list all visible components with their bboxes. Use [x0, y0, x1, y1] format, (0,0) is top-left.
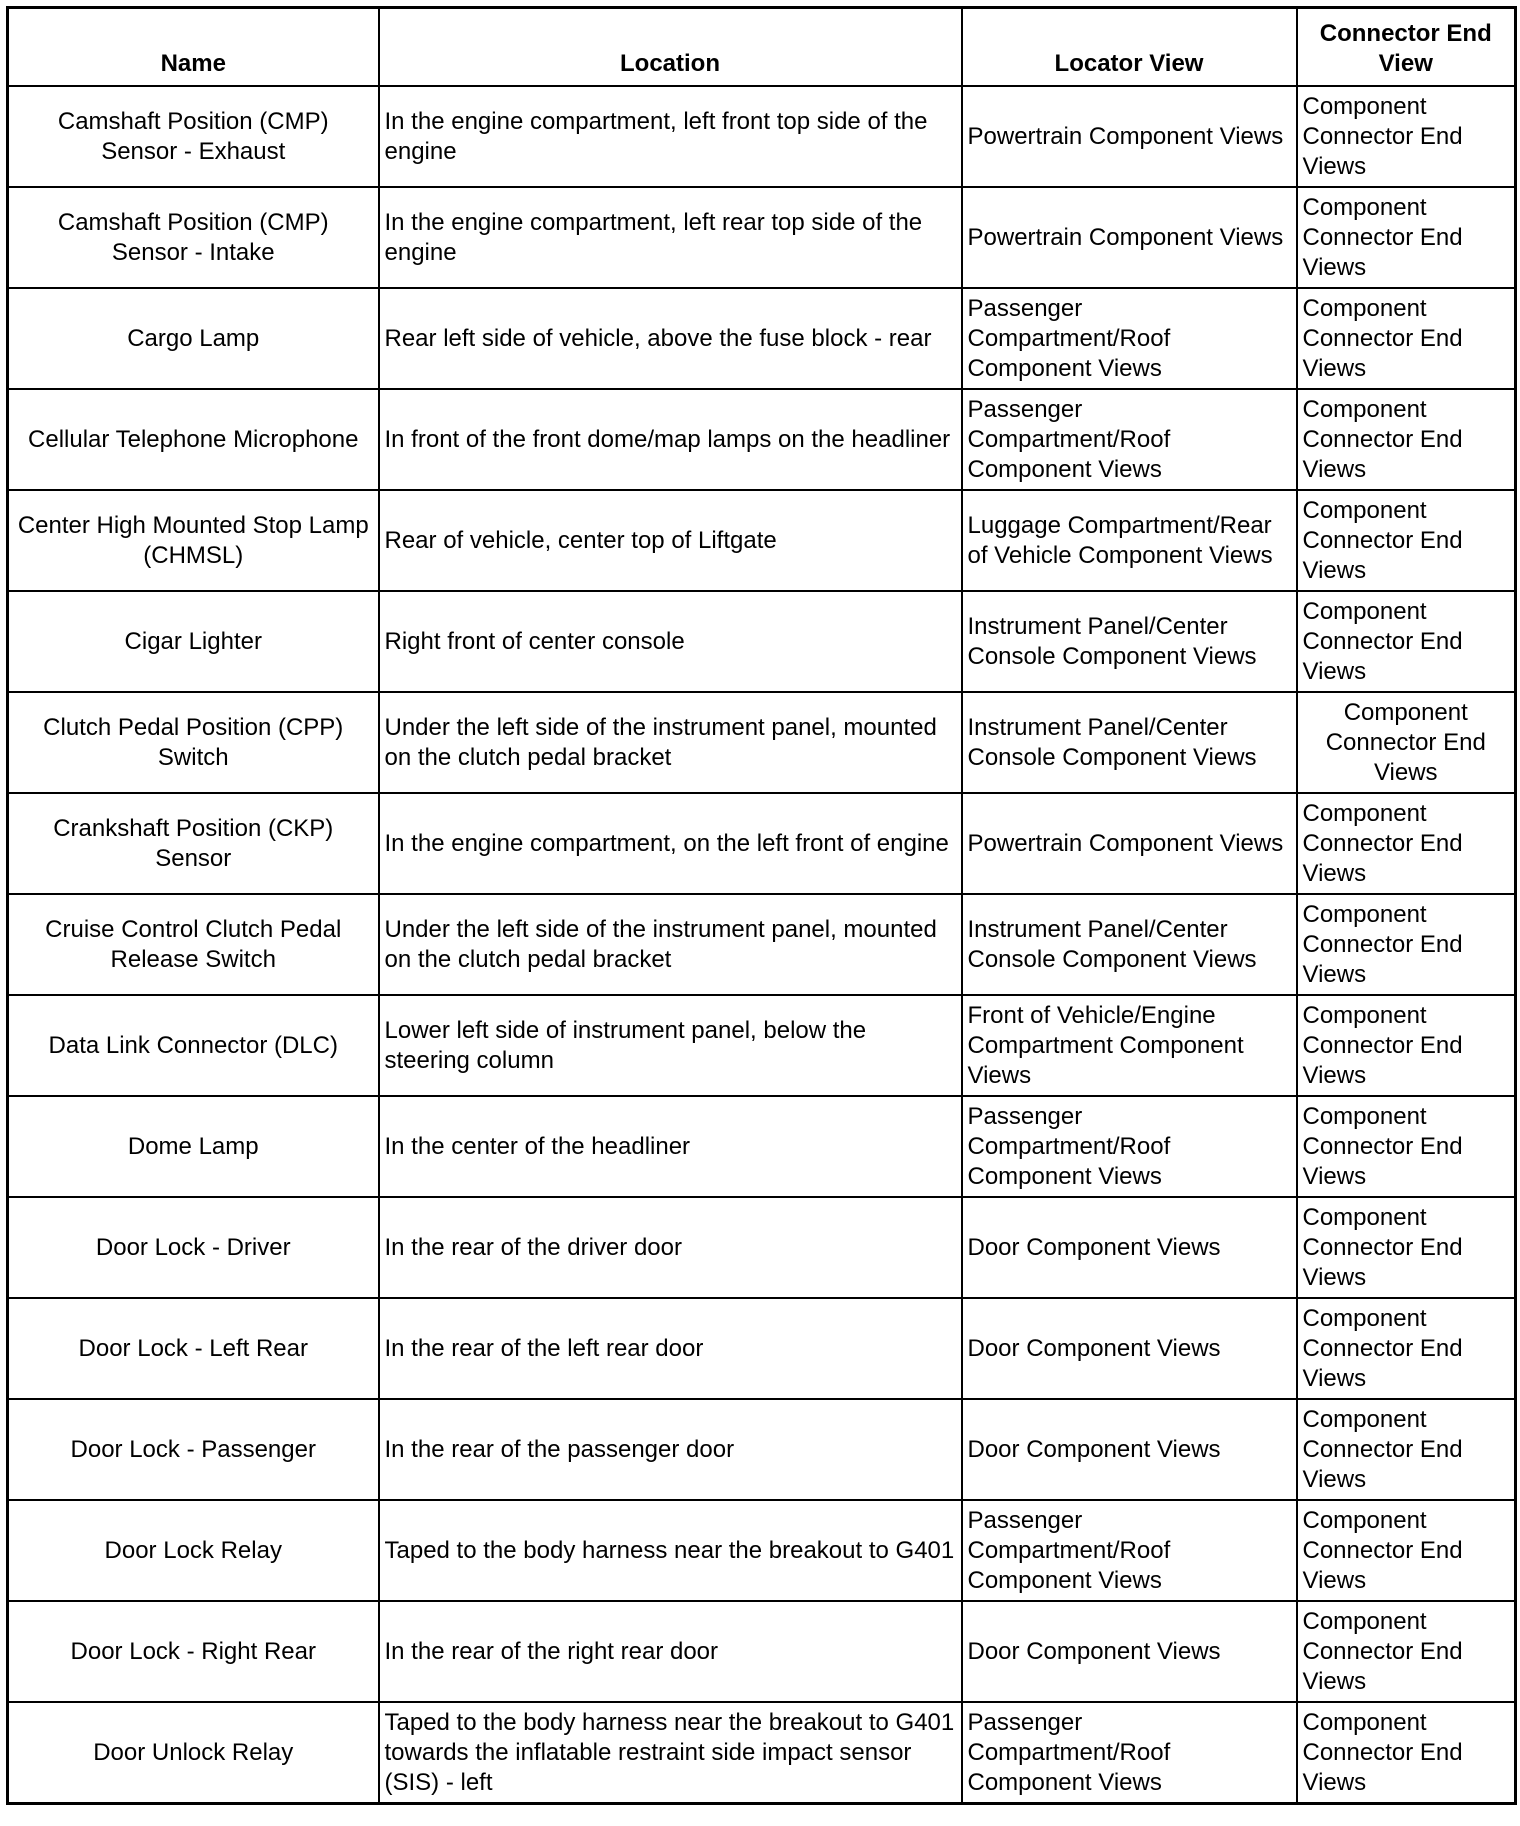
table-row — [8, 1197, 1516, 1298]
locator-view: Passenger Compartment/Roof Component Views — [962, 389, 1297, 490]
locator-view: Instrument Panel/Center Console Component Views — [962, 894, 1297, 995]
table-row — [8, 1298, 1516, 1399]
component-name: Door Lock - Passenger — [8, 1399, 379, 1500]
locator-view: Passenger Compartment/Roof Component Views — [962, 1096, 1297, 1197]
component-location: In the engine compartment, left rear top side of the engine — [379, 187, 962, 288]
connector-end-view: Component Connector End Views — [1297, 1197, 1516, 1298]
connector-end-view: Component Connector End Views — [1297, 187, 1516, 288]
component-location: Right front of center console — [379, 591, 962, 692]
component-name: Door Lock - Driver — [8, 1197, 379, 1298]
connector-end-view: Component Connector End Views — [1297, 591, 1516, 692]
component-name: Data Link Connector (DLC) — [8, 995, 379, 1096]
column-header-location: Location — [379, 8, 962, 87]
table-row — [8, 1500, 1516, 1601]
component-name: Clutch Pedal Position (CPP) Switch — [8, 692, 379, 793]
connector-end-view: Component Connector End Views — [1297, 1399, 1516, 1500]
locator-view: Door Component Views — [962, 1601, 1297, 1702]
table-header — [8, 8, 1516, 87]
table-row — [8, 187, 1516, 288]
column-header-connector-end-view: Connector End View — [1297, 8, 1516, 87]
locator-view: Passenger Compartment/Roof Component Views — [962, 288, 1297, 389]
component-name: Cigar Lighter — [8, 591, 379, 692]
table-body — [8, 86, 1516, 1804]
locator-view: Powertrain Component Views — [962, 793, 1297, 894]
component-name: Cellular Telephone Microphone — [8, 389, 379, 490]
component-location: Lower left side of instrument panel, below the steering column — [379, 995, 962, 1096]
component-locator-table — [6, 6, 1517, 1805]
connector-end-view: Component Connector End Views — [1297, 490, 1516, 591]
locator-view: Door Component Views — [962, 1197, 1297, 1298]
table-row — [8, 1096, 1516, 1197]
component-name: Camshaft Position (CMP) Sensor - Intake — [8, 187, 379, 288]
component-location: In the rear of the driver door — [379, 1197, 962, 1298]
component-name: Cruise Control Clutch Pedal Release Switch — [8, 894, 379, 995]
connector-end-view: Component Connector End Views — [1297, 86, 1516, 187]
component-name: Dome Lamp — [8, 1096, 379, 1197]
connector-end-view: Component Connector End Views — [1297, 1096, 1516, 1197]
component-name: Door Unlock Relay — [8, 1702, 379, 1804]
table-row — [8, 591, 1516, 692]
locator-view: Passenger Compartment/Roof Component Views — [962, 1500, 1297, 1601]
component-name: Center High Mounted Stop Lamp (CHMSL) — [8, 490, 379, 591]
connector-end-view: Component Connector End Views — [1297, 894, 1516, 995]
table-row — [8, 288, 1516, 389]
table-row — [8, 1702, 1516, 1804]
component-name: Door Lock - Left Rear — [8, 1298, 379, 1399]
connector-end-view: Component Connector End Views — [1297, 288, 1516, 389]
component-location: Taped to the body harness near the breakout to G401 — [379, 1500, 962, 1601]
component-locator-table-container — [6, 6, 1514, 1805]
locator-view: Front of Vehicle/Engine Compartment Component Views — [962, 995, 1297, 1096]
connector-end-view: Component Connector End Views — [1297, 1702, 1516, 1804]
table-row — [8, 793, 1516, 894]
locator-view: Passenger Compartment/Roof Component Views — [962, 1702, 1297, 1804]
component-location: Rear of vehicle, center top of Liftgate — [379, 490, 962, 591]
component-name: Door Lock - Right Rear — [8, 1601, 379, 1702]
table-row — [8, 894, 1516, 995]
component-name: Door Lock Relay — [8, 1500, 379, 1601]
locator-view: Luggage Compartment/Rear of Vehicle Component Views — [962, 490, 1297, 591]
component-location: In the rear of the passenger door — [379, 1399, 962, 1500]
connector-end-view: Component Connector End Views — [1297, 995, 1516, 1096]
component-location: In the engine compartment, left front top side of the engine — [379, 86, 962, 187]
table-row — [8, 490, 1516, 591]
component-name: Camshaft Position (CMP) Sensor - Exhaust — [8, 86, 379, 187]
component-location: Rear left side of vehicle, above the fuse block - rear — [379, 288, 962, 389]
connector-end-view: Component Connector End Views — [1297, 1298, 1516, 1399]
component-location: In the rear of the left rear door — [379, 1298, 962, 1399]
column-header-locator-view: Locator View — [962, 8, 1297, 87]
locator-view: Powertrain Component Views — [962, 187, 1297, 288]
component-location: In front of the front dome/map lamps on the headliner — [379, 389, 962, 490]
connector-end-view: Component Connector End Views — [1297, 692, 1516, 793]
component-name: Crankshaft Position (CKP) Sensor — [8, 793, 379, 894]
connector-end-view: Component Connector End Views — [1297, 1500, 1516, 1601]
connector-end-view: Component Connector End Views — [1297, 389, 1516, 490]
locator-view: Instrument Panel/Center Console Component Views — [962, 591, 1297, 692]
component-location: In the engine compartment, on the left front of engine — [379, 793, 962, 894]
table-row — [8, 389, 1516, 490]
table-row — [8, 1601, 1516, 1702]
component-location: In the rear of the right rear door — [379, 1601, 962, 1702]
locator-view: Powertrain Component Views — [962, 86, 1297, 187]
locator-view: Door Component Views — [962, 1399, 1297, 1500]
locator-view: Instrument Panel/Center Console Component Views — [962, 692, 1297, 793]
component-location: Under the left side of the instrument panel, mounted on the clutch pedal bracket — [379, 894, 962, 995]
table-row — [8, 86, 1516, 187]
component-name: Cargo Lamp — [8, 288, 379, 389]
connector-end-view: Component Connector End Views — [1297, 793, 1516, 894]
component-location: Taped to the body harness near the breakout to G401 towards the inflatable restraint side impact sensor (SIS) - left — [379, 1702, 962, 1804]
header-row — [8, 8, 1516, 87]
column-header-name: Name — [8, 8, 379, 87]
connector-end-view: Component Connector End Views — [1297, 1601, 1516, 1702]
table-row — [8, 692, 1516, 793]
component-location: In the center of the headliner — [379, 1096, 962, 1197]
component-location: Under the left side of the instrument panel, mounted on the clutch pedal bracket — [379, 692, 962, 793]
table-row — [8, 995, 1516, 1096]
table-row — [8, 1399, 1516, 1500]
locator-view: Door Component Views — [962, 1298, 1297, 1399]
